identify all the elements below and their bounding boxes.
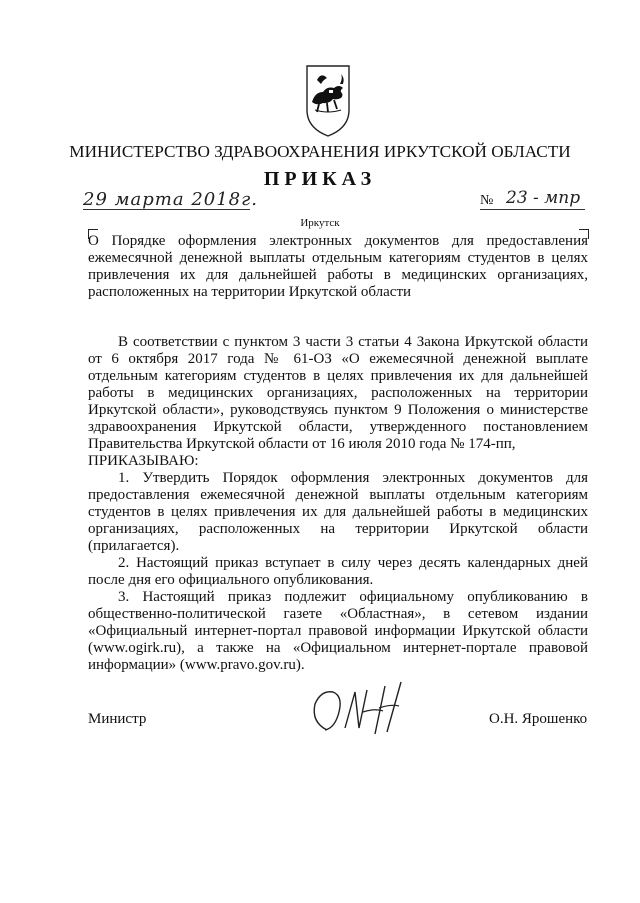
body-line: Иркутской области», руководствуясь пунктом 9 Положения о министерстве [88,402,588,418]
body-line: организациях, расположенных на территории Иркутской области [88,521,588,537]
city-name: Иркутск [300,217,340,229]
subject-line: расположенных на территории Иркутской области [88,284,412,300]
body-line: от 6 октября 2017 года № 61-ОЗ «О ежемесячной денежной выплате [88,351,588,367]
body-line: В соответствии с пунктом 3 части 3 статьи 4 Закона Иркутской области [118,334,588,350]
subject-line: привлечения их для дальнейшей работы в медицинских организациях, [88,267,588,283]
body-line: информации» (www.pravo.gov.ru). [88,657,305,673]
order-number-sign: № [480,193,494,208]
body-line: общественно-политической газете «Областная», в сетевом издании [88,606,588,622]
body-line: «Официальный интернет-портал правовой информации Иркутской области [88,623,588,639]
coat-of-arms-emblem [303,62,353,140]
body-line: здравоохранения Иркутской области, утвержденного постановлением [88,419,588,435]
body-line: работы в медицинских организациях, расположенных на территории [88,385,588,401]
body-line: предоставления ежемесячной денежной выплаты отдельным категориям [88,487,588,503]
order-number: 23 - мпр [506,188,581,208]
order-keyword: ПРИКАЗЫВАЮ: [88,453,199,469]
subject-line: О Порядке оформления электронных документов для предоставления [88,233,588,249]
body-line: отдельным категориям студентов в целях привлечения их для дальнейшей [88,368,588,384]
subject-line: ежемесячной денежной выплаты отдельным категориям студентов в целях [88,250,588,266]
body-line: студентов в целях привлечения их для дальнейшей работы в медицинских [88,504,588,520]
signer-name: О.Н. Ярошенко [489,711,588,727]
body-line: 1. Утвердить Порядок оформления электронных документов для [118,470,588,486]
body-line: после дня его официального опубликования. [88,572,374,588]
order-title: ПРИКАЗ [263,168,377,190]
date-underline [83,209,250,210]
body-line: (www.ogirk.ru), а также на «Официальном интернет-портале правовой [88,640,588,656]
handwritten-signature [305,678,410,740]
order-date: 29 марта 2018г. [83,189,258,210]
ministry-name: МИНИСТЕРСТВО ЗДРАВООХРАНЕНИЯ ИРКУТСКОЙ ОБЛАСТИ [69,142,571,161]
number-underline [480,209,585,210]
signer-title: Министр [88,711,147,727]
body-line: 3. Настоящий приказ подлежит официальному опубликованию в [118,589,588,605]
body-line: 2. Настоящий приказ вступает в силу через десять календарных дней [118,555,588,571]
body-line: Правительства Иркутской области от 16 июля 2010 года № 174-пп, [88,436,516,452]
body-line: (прилагается). [88,538,180,554]
